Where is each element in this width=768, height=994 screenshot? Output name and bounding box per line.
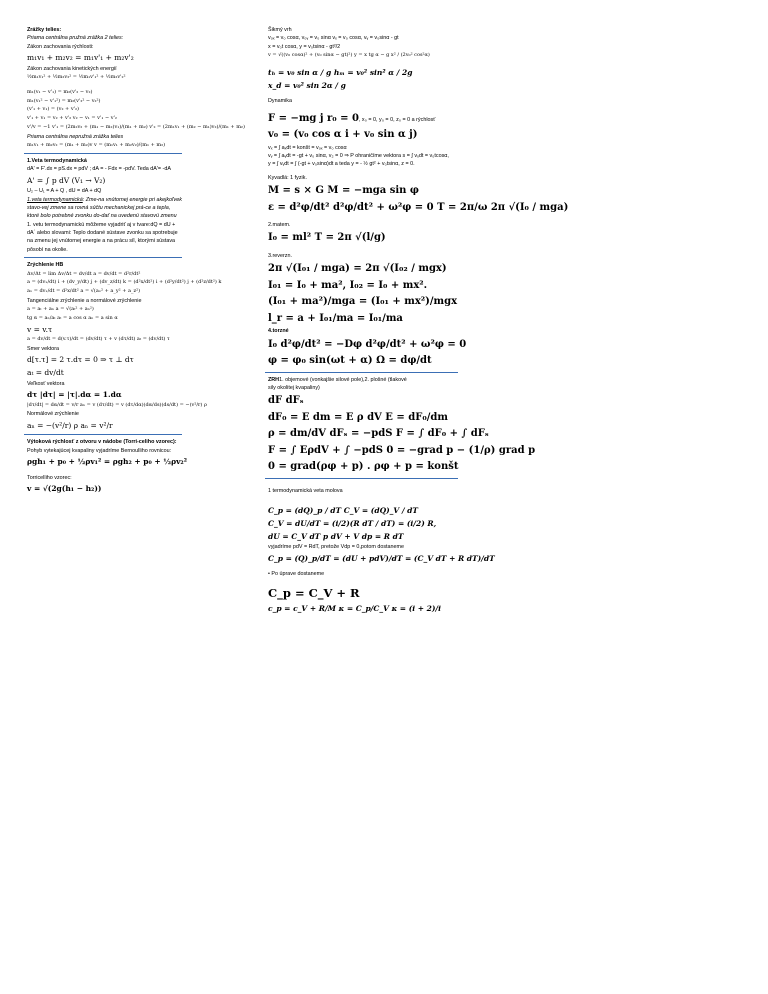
- formula: M = s × G M = −mga sin φ: [268, 185, 419, 196]
- formula: |dτ/dt| = dα/dt = v/r aₙ = v (dτ/dt) = v (dτ/dα)(dα/ds)(ds/dt) = −(v²/r) ρ: [27, 401, 207, 408]
- formula: A' = ∫ p dV (V₁ → V₂): [27, 175, 106, 185]
- text-line: Zákon zachovania rýchlosti:: [27, 43, 94, 50]
- text-line: Smer vektora: [27, 346, 60, 352]
- formula: d[τ.τ] = 2 τ.dτ = 0 ⇒ τ ⊥ dτ: [27, 355, 134, 365]
- text-line: Torricelliho vzorec:: [27, 474, 72, 481]
- formula: F = −mg j r₀ = 0: [268, 112, 359, 124]
- right-column: [268, 26, 569, 616]
- formula: x_d = v₀² sin 2α / g: [268, 80, 346, 90]
- formula: m₁(v₁ − v'₁) = m₂(v'₂ − v₂): [27, 88, 93, 95]
- formula: a = (dvₓ/dt) i + (dv_y/dt) j + (dv_z/dt) k = (d²x/dt²) i + (d²y/dt²) j + (d²z/dt²) k: [27, 279, 222, 286]
- formula: (v'₁ + v₁) = (v₂ + v'₂): [27, 106, 79, 113]
- formula: tg α = aₙ/aₜ aₜ = a cos α aₙ = a sin α: [27, 314, 118, 321]
- text-line: Zákon zachovania kinetických energií: [27, 65, 117, 72]
- text-line: U₂ – U₁ = A + Q , dU = dA + dQ: [27, 188, 102, 195]
- formula: dF dFₛ: [268, 395, 304, 407]
- section-divider: [265, 478, 458, 479]
- formula: C_p = (dQ)_p / dT C_V = (dQ)_V / dT: [268, 506, 419, 516]
- text-line: Tangenciálne zrýchlenie a normálové zrýchlenie: [27, 297, 142, 304]
- text-line: 4.torzné: [268, 328, 289, 335]
- subheading-elastic: Priama centrálna pružná zrážka 2 telies:: [27, 35, 124, 42]
- formula: I₀ = ml² T = 2π √(l/g): [268, 232, 386, 244]
- section-title-acceleration: Zrýchlenie HB: [27, 262, 64, 269]
- formula: a = aₜ + aₙ a = √(aₜ² + aₙ²): [27, 306, 94, 313]
- left-column: [27, 26, 245, 496]
- formula: v = √(2g(h₁ − h₂)): [27, 484, 102, 494]
- formula: ½m₁v₁² + ½m₂v₂² = ½m₁v'₁² + ½m₂v'₂²: [27, 74, 126, 81]
- text-line: 2.matem.: [268, 222, 291, 228]
- formula: aₙ = −(v²/r) ρ aₙ = v²/r: [27, 420, 113, 430]
- formula: dτ |dτ| = |τ|.dα = 1.dα: [27, 390, 122, 399]
- text-line: vₒₓ = v₀ cosα, v₀ᵧ = v₀ sinα vₓ = v₀ cosα, vᵧ = v₀sinα - gt: [268, 35, 399, 42]
- formula: v = v.τ: [27, 324, 53, 334]
- formula: C_V = dU/dT = (i/2)(R dT / dT) = (i/2) R,: [268, 518, 437, 528]
- text-line: vᵧ = ∫ aᵧdt = -gt + v₀ sinα, v₂ = 0 ⇒ P ohraničíme vektora s = ∫ vₓdt = v₀tcosα,: [268, 152, 449, 159]
- section-title-molar-heat: 1 termodynamická veta molova: [268, 487, 343, 494]
- formula: 2π √(I₀₁ / mga) = 2π √(I₀₂ / mgx): [268, 263, 447, 275]
- formula: ρ = dm/dV dFₛ = −pdS F = ∫ dF₀ + ∫ dFₛ: [268, 428, 489, 440]
- formula: I₀ d²φ/dt² = −Dφ d²φ/dt² + ω²φ = 0: [268, 338, 467, 350]
- formula: ε = d²φ/dt² d²φ/dt² + ω²φ = 0 T = 2π/ω 2π √(I₀ / mga): [268, 201, 569, 213]
- text-line: vₓ = ∫ aₓdt = konšt = vₒₓ = v₀ cosα: [268, 144, 347, 151]
- section-divider: [24, 257, 182, 258]
- formula: 0 = grad(ρφ + p) . ρφ + p = konšt: [268, 461, 459, 473]
- formula: tₕ = v₀ sin α / g hₘ = v₀² sin² α / 2g: [268, 67, 413, 77]
- section-divider: [24, 434, 182, 435]
- formula: aₜ = dv/dt: [27, 368, 64, 377]
- formula: v = √((v₀ cosα)² + (v₀ sinα − gt)²) y = x tg α − g x² / (2v₀² cos²α): [268, 52, 430, 59]
- text-line: Kyvadlá: 1 fyzik.: [268, 174, 307, 181]
- formula: C_p = C_V + R: [268, 585, 360, 600]
- text-line: ZRH1. objemové (vonkajšie silové pole),2. plošné (tlakové: [268, 376, 407, 383]
- formula: F = ∫ EρdV + ∫ −pdS 0 = −grad p − (1/ρ) grad p: [268, 444, 536, 456]
- section-title-thermodynamics: 1.Veta termodynamická: [27, 157, 87, 164]
- section-title-projectile: Šikmý vrh: [268, 27, 292, 33]
- formula: dU = C_V dT p dV + V dp = R dT: [268, 531, 404, 541]
- formula: v₀ = (v₀ cos α i + v₀ sin α j): [268, 129, 418, 140]
- formula: c_p = c_V + R/M κ = C_p/C_V κ = (i + 2)/i: [268, 604, 441, 614]
- formula: l_r = a + I₀₁/ma = I₀₁/ma: [268, 312, 403, 324]
- text-line: Veľkosť vektora: [27, 380, 65, 387]
- text-line: vyjadríme pdV = RdT, pretože Vdp = 0,potom dostaneme: [268, 544, 405, 551]
- formula: φ = φ₀ sin(ωt + α) Ω = dφ/dt: [268, 355, 432, 367]
- text-line: Pohyb vytekajúcej kvapaliny vyjadríme Bernoulliho rovnicou:: [27, 447, 172, 454]
- formula: C_p = (Q)_p/dT = (dU + pdV)/dT = (C_V dT + R dT)/dT: [268, 553, 495, 563]
- section-divider: [265, 372, 458, 373]
- section-title-torricelli: Výtoková rýchlosť z otvoru v nádobe (Torri-celiho vzorec):: [27, 439, 177, 446]
- formula: ρgh₁ + p₀ + ½ρv₁² = ρgh₂ + p₀ + ½ρv₂²: [27, 457, 188, 467]
- formula: m₁v₁ + m₂v₂ = m₁v'₁ + m₂v'₂: [27, 53, 134, 63]
- text-line: 3.reverzn.: [268, 252, 292, 259]
- text-line: sily okolitej kvapaliny): [268, 385, 320, 391]
- paragraph: 1. vetu termodynamickú môžeme vyjadriť aj v tvare:dQ = dU + dA´ alebo slovami: Teplo dodané sústave zvonku sa spotrebuje na zmenu jej vnútornej energie a na prácu síl, ktorými sústava pôsobí na okolie.: [27, 221, 178, 253]
- formula: m₁v₁ + m₂v₂ = (m₁ + m₂)v v = (m₁v₁ + m₂v₂)/(m₁ + m₂): [27, 142, 166, 148]
- formula: m₁(v₁² − v'₁²) = m₂(v'₂² − v₂²): [27, 97, 101, 104]
- section-divider: [24, 153, 182, 154]
- text-line: Normálové zrýchlenie: [27, 411, 79, 418]
- section-title-collisions: Zrážky telies:: [27, 27, 62, 33]
- text-line: , x₀ = 0, y₀ = 0, z₀ = 0 a rýchlosť: [358, 116, 436, 123]
- formula: (I₀₁ + ma²)/mga = (I₀₁ + mx²)/mgx: [268, 296, 458, 308]
- subheading-inelastic: Priama centrálna nepružná zrážka telies: [27, 133, 124, 140]
- text-line: x = v₀t cosα, y = v₀tsinα - gt²/2: [268, 43, 341, 50]
- formula: v'₁ + v₁ = v₂ + v'₂ v₂ − v₁ = v'₁ − v'₂: [27, 115, 117, 122]
- section-title-dynamics: Dynamika: [268, 98, 292, 105]
- formula: v'/v = −1 v'₁ = (2m₂v₂ + (m₁ − m₂)v₁)/(m₁ + m₂) v'₂ = (2m₁v₁ + (m₂ − m₁)v₂)/(m₁ + m₂): [27, 123, 245, 130]
- bullet-item: • Po úprave dostaneme: [268, 570, 458, 578]
- paragraph-first-law: 1.veta termodynamická: Zme-na vnútornej energie pri akejkoľvek stavo-vej zmene sa rovná súčtu mechanickej prá-ce a tepla, ktoré bolo potrebné zvonku do-dať na uvedenú stavovú zmenu: [27, 196, 182, 220]
- formula: aₓ = dvₓ/dt = d²x/dt² a = √(aₓ² + a_y² + a_z²): [27, 288, 141, 294]
- text-line: dA' = F'.dx = pS.dx = pdV ; dA = - Fdx = -pdV. Teda dA'= -dA: [27, 166, 171, 173]
- formula: I₀₁ = I₀ + ma², I₀₂ = I₀ + mx².: [268, 279, 428, 291]
- formula: a = dv/dt = d(v.τ)/dt = (dv/dt) τ + v (dτ/dt) aₜ = (dv/dt) τ: [27, 336, 170, 343]
- text-line: y = ∫ vᵧdt = ∫ (-gt + v₀sinα)dt a teda y = - ½ gt² + v₀tsinα, z = 0.: [268, 161, 415, 168]
- formula: dF₀ = E dm = E ρ dV E = dF₀/dm: [268, 411, 448, 423]
- formula: Δv/Δt = lim Δv/Δt = dv/dt a = dv/dt = d²r/dt²: [27, 270, 141, 277]
